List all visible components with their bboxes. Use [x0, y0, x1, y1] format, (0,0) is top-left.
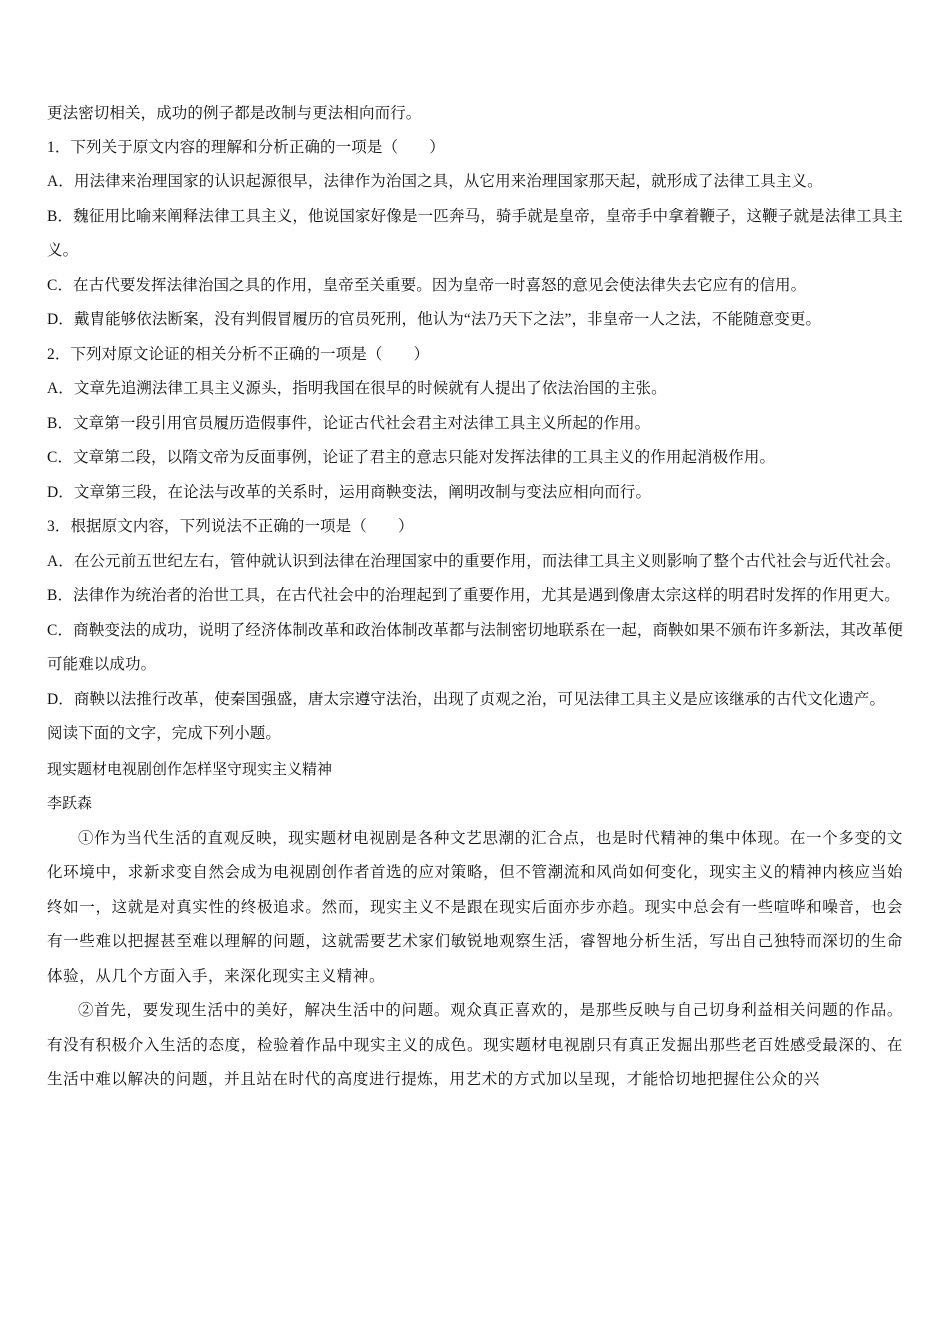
question-2-option-c: C．文章第二段，以隋文帝为反面事例，论证了君主的意志只能对发挥法律的工具主义的作用起消极作用。 — [47, 449, 776, 466]
question-2: 2．下列对原文论证的相关分析不正确的一项是（ ） — [47, 345, 430, 363]
article-paragraph-1: ①作为当代生活的直观反映，现实题材电视剧是各种文艺思潮的汇合点，也是时代精神的集中体现。在一个多变的文化环境中，求新求变自然会成为电视剧创作者首选的应对策略，但不管潮流和风尚如何变化，现实主义的精神内核应当始终如一，这就是对真实性的终极追求。然而，现实主义不是跟在现实后面亦步亦趋。现实中总会有一些喧哗和噪音，也会有一些难以把握甚至难以理解的问题，这就需要艺术家们敏锐地观察生活，睿智地分析生活，写出自己独特而深切的生命体验，从几个方面入手，来深化现实主义精神。 — [47, 828, 903, 985]
document-body — [47, 96, 903, 1097]
question-2-option-b: B．文章第一段引用官员履历造假事件，论证古代社会君主对法律工具主义所起的作用。 — [47, 414, 651, 432]
text-line-continuation: 更法密切相关，成功的例子都是改制与更法相向而行。 — [47, 104, 422, 122]
article-author: 李跃森 — [47, 794, 93, 812]
article-paragraph-2: ②首先，要发现生活中的美好，解决生活中的问题。观众真正喜欢的，是那些反映与自己切身利益相关问题的作品。有没有积极介入生活的态度，检验着作品中现实主义的成色。现实题材电视剧只有真正发掘出那些老百姓感受最深的、在生活中难以解决的问题，并且站在时代的高度进行提炼，用艺术的方式加以呈现，才能恰切地把握住公众的兴 — [47, 1001, 903, 1088]
question-1-option-c: C．在古代要发挥法律治国之具的作用，皇帝至关重要。因为皇帝一时喜怒的意见会使法律失去它应有的信用。 — [47, 276, 807, 294]
question-2-option-a: A．文章先追溯法律工具主义源头，指明我国在很早的时候就有人提出了依法治国的主张。 — [47, 380, 667, 397]
question-1-option-d: D．戴胄能够依法断案，没有判假冒履历的官员死刑，他认为“法乃天下之法”，非皇帝一人之法，不能随意变更。 — [47, 311, 822, 328]
question-3-option-b: B．法律作为统治者的治世工具，在古代社会中的治理起到了重要作用，尤其是遇到像唐太宗这样的明君时发挥的作用更大。 — [47, 587, 900, 604]
question-1: 1．下列关于原文内容的理解和分析正确的一项是（ ） — [47, 138, 445, 156]
question-3: 3．根据原文内容，下列说法不正确的一项是（ ） — [47, 518, 414, 535]
reading-instruction: 阅读下面的文字，完成下列小题。 — [47, 725, 282, 742]
question-3-option-a: A．在公元前五世纪左右，管仲就认识到法律在治理国家中的重要作用，而法律工具主义则影响了整个古代社会与近代社会。 — [47, 552, 901, 570]
article-title: 现实题材电视剧创作怎样坚守现实主义精神 — [47, 759, 333, 778]
question-1-option-a: A．用法律来治理国家的认识起源很早，法律作为治国之具，从它用来治理国家那天起，就形成了法律工具主义。 — [47, 173, 823, 190]
question-3-option-c: C．商鞅变法的成功，说明了经济体制改革和政治体制改革都与法制密切地联系在一起，商鞅如果不颁布许多新法，其改革便可能难以成功。 — [47, 621, 903, 673]
question-2-option-d: D．文章第三段，在论法与改革的关系时，运用商鞅变法，阐明改制与变法应相向而行。 — [47, 483, 652, 501]
question-3-option-d: D．商鞅以法推行改革，使秦国强盛，唐太宗遵守法治，出现了贞观之治，可见法律工具主义是应该继承的古代文化遗产。 — [47, 690, 886, 708]
question-1-option-b: B．魏征用比喻来阐释法律工具主义，他说国家好像是一匹奔马，骑手就是皇帝，皇帝手中拿着鞭子，这鞭子就是法律工具主义。 — [47, 207, 903, 259]
